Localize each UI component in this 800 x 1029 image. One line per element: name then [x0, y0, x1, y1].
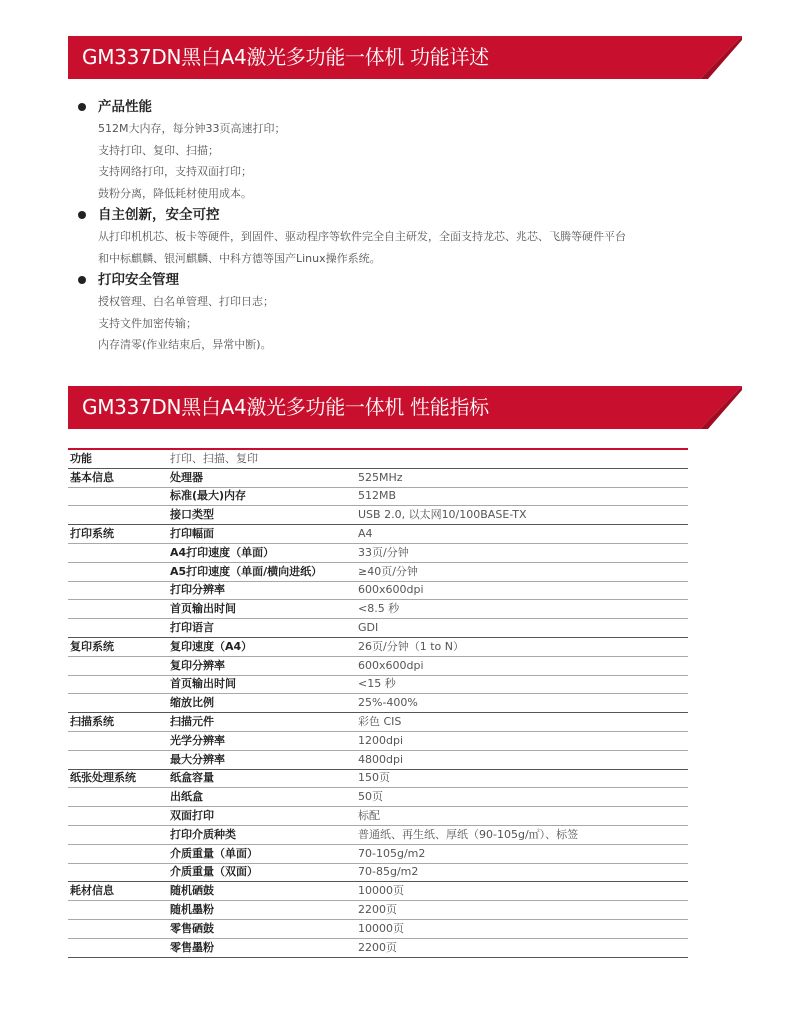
- value-cell: 彩色 CIS: [356, 713, 688, 732]
- label-cell: 纸盒容量: [168, 769, 356, 788]
- category-cell: [68, 919, 168, 938]
- category-cell: [68, 863, 168, 882]
- table-row: [68, 750, 688, 769]
- feature-group-performance: [78, 96, 738, 204]
- table-row: [68, 863, 688, 882]
- label-cell: 扫描元件: [168, 713, 356, 732]
- value-cell: 150页: [356, 769, 688, 788]
- category-cell: [68, 543, 168, 562]
- value-cell: 512MB: [358, 489, 397, 503]
- table-row: [68, 656, 688, 675]
- value-cell: 70-105g/m2: [358, 846, 426, 860]
- table-row: [68, 919, 688, 938]
- bullet-icon: [78, 103, 86, 111]
- category-cell: [68, 506, 168, 525]
- label-cell: 介质重量（单面）: [170, 846, 258, 860]
- category-cell: 耗材信息: [68, 882, 168, 901]
- table-row: [68, 807, 688, 826]
- label-cell: 复印速度（A4）: [168, 637, 356, 656]
- feature-line: 支持文件加密传输；: [98, 316, 197, 330]
- feature-line: 授权管理、白名单管理、打印日志；: [98, 295, 274, 308]
- feature-line: 支持网络打印，支持双面打印；: [98, 165, 252, 178]
- category-cell: 复印系统: [68, 637, 168, 656]
- table-row: [68, 487, 688, 506]
- bullet-icon: [78, 276, 86, 284]
- table-row: [68, 882, 688, 901]
- label-cell: 随机硒鼓: [168, 882, 356, 901]
- feature-list: [78, 96, 738, 356]
- feature-heading: 产品性能: [78, 96, 738, 118]
- feature-group-security: [78, 269, 738, 356]
- table-row: [68, 788, 688, 807]
- value-cell: 1200dpi: [358, 733, 404, 747]
- table-row: [68, 938, 688, 957]
- section2-banner: [68, 386, 742, 429]
- table-row: [68, 506, 688, 525]
- value-cell: 标配: [358, 809, 380, 823]
- category-cell: [68, 619, 168, 638]
- category-cell: [68, 731, 168, 750]
- value-cell: 600x600dpi: [358, 658, 424, 672]
- label-cell: 出纸盒: [170, 790, 203, 804]
- label-cell: 打印幅面: [168, 525, 356, 544]
- category-cell: [68, 694, 168, 713]
- category-cell: [68, 562, 168, 581]
- value-cell: 600x600dpi: [358, 583, 424, 597]
- category-cell: [68, 675, 168, 694]
- label-cell: 首页输出时间: [170, 602, 236, 616]
- table-row: [68, 769, 688, 788]
- table-row: [68, 468, 688, 487]
- label-cell: 标准(最大)内存: [170, 489, 247, 503]
- value-cell: ≥40页/分钟: [358, 564, 418, 578]
- label-cell: 零售墨粉: [170, 940, 214, 954]
- feature-line: 512M大内存，每分钟33页高速打印；: [98, 122, 286, 135]
- category-cell: [68, 750, 168, 769]
- label-cell: 缩放比例: [170, 696, 214, 710]
- spec-table: [68, 448, 688, 958]
- label-cell: 介质重量（双面）: [170, 865, 258, 879]
- table-row: [68, 694, 688, 713]
- value-cell: <8.5 秒: [358, 602, 400, 616]
- value-cell: 525MHz: [356, 468, 688, 487]
- category-cell: 功能: [70, 451, 92, 465]
- label-cell: A4打印速度（单面）: [170, 545, 275, 559]
- table-row: [68, 449, 688, 468]
- table-row: [68, 581, 688, 600]
- feature-line: 和中标麒麟、银河麒麟、中科方德等国产Linux操作系统。: [98, 251, 381, 265]
- bullet-icon: [78, 211, 86, 219]
- table-row: [68, 637, 688, 656]
- label-cell: 随机墨粉: [170, 903, 214, 917]
- table-row: [68, 562, 688, 581]
- category-cell: [68, 807, 168, 826]
- value-cell: 2200页: [358, 903, 397, 917]
- value-cell: 普通纸、再生纸、厚纸（90-105g/㎡）、标签: [358, 827, 579, 841]
- category-cell: [68, 788, 168, 807]
- feature-line: 鼓粉分离，降低耗材使用成本。: [98, 186, 252, 200]
- category-cell: [68, 600, 168, 619]
- category-cell: [68, 938, 168, 957]
- category-cell: [68, 487, 168, 506]
- table-row: [68, 619, 688, 638]
- value-cell: 4800dpi: [358, 752, 404, 766]
- value-cell: 2200页: [358, 940, 397, 954]
- table-row: [68, 600, 688, 619]
- feature-heading: 打印安全管理: [78, 269, 738, 291]
- value-cell: 33页/分钟: [358, 545, 409, 559]
- label-cell: 打印介质种类: [170, 827, 236, 841]
- table-row: [68, 901, 688, 920]
- label-cell: 打印语言: [170, 621, 214, 635]
- table-row: [68, 543, 688, 562]
- label-cell: 光学分辨率: [170, 733, 225, 747]
- label-cell: 复印分辨率: [170, 658, 225, 672]
- feature-line: 支持打印、复印、扫描；: [98, 143, 219, 157]
- label-cell: 零售硒鼓: [170, 921, 214, 935]
- label-cell: A5打印速度（单面/横向进纸）: [170, 564, 323, 578]
- section1-title: GM337DN黑白A4激光多功能一体机 功能详述: [82, 45, 489, 69]
- label-cell: 首页输出时间: [170, 677, 236, 691]
- category-cell: [68, 825, 168, 844]
- feature-line: 内存清零(作业结束后，异常中断)。: [98, 338, 272, 351]
- category-cell: [68, 656, 168, 675]
- section1-banner: [68, 36, 742, 79]
- feature-line: 从打印机机芯、板卡等硬件，到固件、驱动程序等软件完全自主研发，全面支持龙芯、兆芯、飞腾等硬件平台: [98, 230, 626, 243]
- value-cell: 25%-400%: [358, 696, 418, 710]
- category-cell: 扫描系统: [68, 713, 168, 732]
- label-cell: 双面打印: [170, 809, 214, 823]
- value-cell: A4: [356, 525, 688, 544]
- category-cell: [68, 844, 168, 863]
- table-row: [68, 844, 688, 863]
- value-cell: 10000页: [356, 882, 688, 901]
- category-cell: 基本信息: [68, 468, 168, 487]
- feature-group-innovation: [78, 204, 738, 269]
- feature-heading: 自主创新，安全可控: [78, 204, 738, 226]
- section2-title: GM337DN黑白A4激光多功能一体机 性能指标: [82, 395, 489, 419]
- category-cell: 打印系统: [68, 525, 168, 544]
- table-row: [68, 825, 688, 844]
- value-cell: 50页: [358, 790, 383, 804]
- table-row: [68, 675, 688, 694]
- table-row: [68, 731, 688, 750]
- label-cell: 接口类型: [170, 508, 214, 522]
- category-cell: [68, 901, 168, 920]
- label-cell: 处理器: [168, 468, 356, 487]
- spec-table-body: [68, 449, 688, 957]
- label-cell: 最大分辨率: [170, 752, 225, 766]
- value-cell: 26页/分钟（1 to N）: [356, 637, 688, 656]
- value-cell: 10000页: [358, 921, 404, 935]
- table-row: [68, 713, 688, 732]
- category-cell: 纸张处理系统: [68, 769, 168, 788]
- table-row: [68, 525, 688, 544]
- value-cell: USB 2.0, 以太网10/100BASE-TX: [358, 508, 527, 522]
- value-cell: <15 秒: [358, 677, 396, 691]
- category-cell: [68, 581, 168, 600]
- label-cell: 打印分辨率: [170, 583, 225, 597]
- value-cell: 70-85g/m2: [358, 865, 419, 879]
- value-cell: 打印、扫描、复印: [170, 451, 258, 465]
- value-cell: GDI: [358, 621, 379, 635]
